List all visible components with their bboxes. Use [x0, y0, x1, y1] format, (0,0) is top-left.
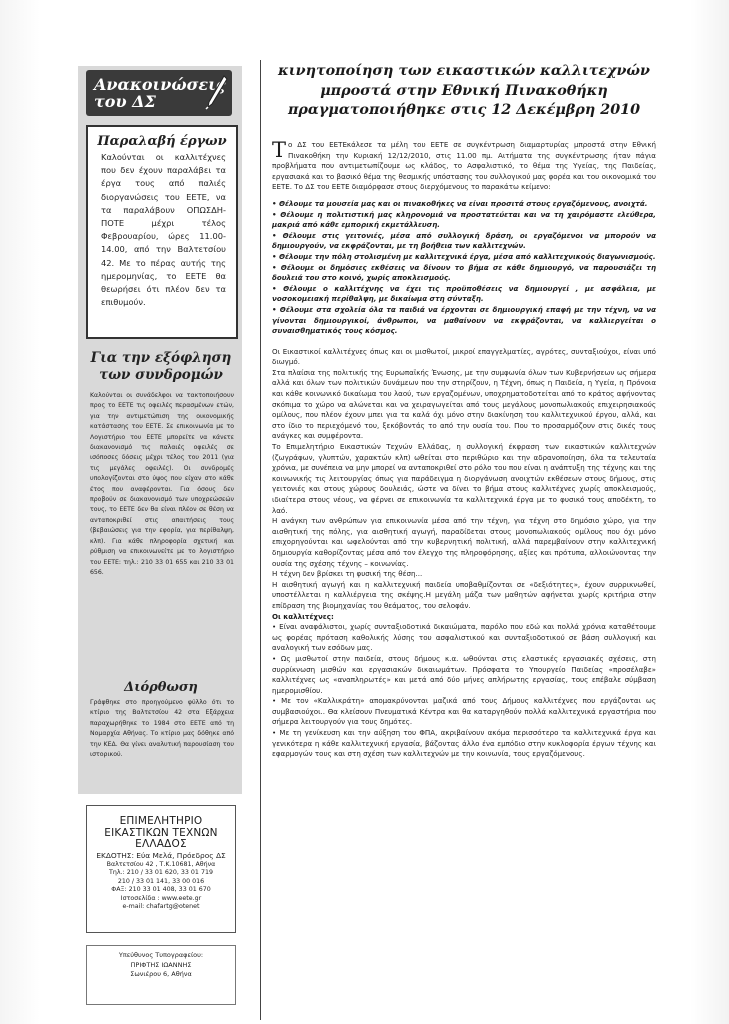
publisher-box	[86, 805, 236, 933]
article-paragraph: Η αισθητική αγωγή και η καλλιτεχνική παιδεία υποβαθμίζονται σε «δεξιότητες», έχουν συρρικνωθεί, υποστέλλεται η καλλιέργεια της σκέψης.Η μεγάλη μάζα των μαθητών αφήνεται χωρίς κριτήρια στην επίδραση της βιομηχανίας του θεάματος, του σελοφάν.	[272, 579, 656, 610]
demand-item: • Θέλουμε την πόλη στολισμένη με καλλιτεχνικά έργα, μέσα από καλλιτεχνικούς διαγωνισμούς.	[272, 251, 656, 261]
article-body	[272, 140, 656, 760]
article-paragraph: Το Επιμελητήριο Εικαστικών Τεχνών Ελλάδας, η συλλογική έκφραση των εικαστικών καλλιτεχνών (ζωγράφων, γλυπτών, χαρακτών κλπ) ωθείται στο περιθώριο και την αδρανοποίηση, όλα τα τελευταία χρόνια, με συνέπεια να μην μπορεί να ανταποκριθεί στο ρόλο του που είναι η ανάπτυξη της τέχνης και της κοινωνικής τις λειτουργίας όπως για παράδειγμα η διοργάνωση ανοιχτών εκθέσεων στους δήμους, στις γειτονιές και στους χώρους δουλειάς, ώστε να δίνει το βήμα στους καλλιτέχνες χωρίς αποκλεισμούς, ιδιαίτερα στους νέους, να φέρνει σε επικοινωνία τα καλλιτεχνικά έργα με το φυσικό τους αποδέκτη, το λαό.	[272, 442, 656, 515]
correction-text: Γράφθηκε στο προηγούμενο φύλλο ότι το κτίριο της Βαλτετσίου 42 στα Εξάρχεια παραχωρήθηκε το 1984 στο ΕΕΤΕ από τη Νομαρχία Αθήνας. Το κτίριο μας δόθηκε από την ΚΕΔ. Θα γίνει αναλυτική παρουσίαση του ιστορικού.	[90, 699, 234, 759]
subscriptions-title: Για την εξόφληση των συνδρομών	[90, 350, 232, 383]
intro-text: ο ΔΣ του ΕΕΤΕκάλεσε τα μέλη του ΕΕΤΕ σε συγκέντρωση διαμαρτυρίας μπροστά στην Εθνική Πινακοθήκη την Κυριακή 12/12/2010, στις 11.00 πμ. Αιτήματα της συγκέντρωσης ήταν πάγια προβλήματα που αντιμετωπίζουμε ως κλάδος, το Ασφαλιστικό, το θέμα της Υγείας, της Παιδείας, εργασιακά και το βασικό θέμα της θεσμικής υπόστασης του συλλογικού μας φορέα και του οικονομικά του ΕΕΤΕ. Το ΔΣ του ΕΕΤΕ διαμόρφασε στους διερχόμενους το παρακάτω κείμενο:	[272, 140, 656, 192]
artists-item: • Με τη γενίκευση και την αύξηση του ΦΠΑ, ακριβαίνουν ακόμα περισσότερο τα καλλιτεχνικά έργα και γενικότερα η κάθε καλλιτεχνική εργασία, βάζοντας άλλο ένα εμπόδιο στην κυκλοφορία έργων τέχνης και εφαρμογών τους και στη σχέση των καλλιτεχνών με την κοινωνία, τους εργαζόμενους.	[272, 728, 656, 759]
printer-name: ΠΡΙΦΤΗΣ ΙΩΑΝΝΗΣ	[130, 960, 192, 969]
fax-line: ΦΑΞ: 210 33 01 408, 33 01 670	[111, 886, 211, 894]
sidebar-header-line2: του ΔΣ	[94, 92, 156, 111]
article-paragraph: Οι Εικαστικοί καλλιτέχνες όπως και οι μισθωτοί, μικροί επαγγελματίες, αγρότες, συνταξιούχοι, είναι υπό διωγμό.	[272, 346, 656, 367]
subscriptions-text: Καλούνται οι συνάδελφοι να τακτοποιήσουν προς το ΕΕΤΕ τις οφειλές περασμένων ετών, για την αντιμετώπιση της οικονομικής κατάστασης του ΕΕΤΕ. Σε επικοινωνία με το Λογιστήριο του ΕΕΤΕ μπορείτε να κάνετε διακανονισμό τις παλαιές οφειλές σε ισόποσες δόσεις μέχρι τέλος του 2011 (για τις μεγάλες οφειλές). Οι συνδρομές υπολογίζονται στο ύψος που είχαν στο κάθε έτος που αναφέρονται. Για όσους δεν προβούν σε διακανονισμό των υποχρεώσεών τους, το ΕΕΤΕ δεν θα είναι πλέον σε θέση να ανταποκριθεί στις απαιτήσεις τους (βεβαιώσεις για την εφορία, για περίθαλψη, κλπ). Για κάθε πληροφορία σχετική και ρύθμιση να επικοινωνείτε με το λογιστήριο του ΕΕΤΕ: τηλ.: 210 33 01 655 και 210 33 01 656.	[90, 392, 234, 576]
phone-line2: 210 / 33 01 141, 33 00 016	[117, 877, 205, 885]
demand-item: • Θέλουμε οι δημόσιες εκθέσεις να δίνουν το βήμα σε κάθε δημιουργό, να παρουσιάζει τη δουλειά του στο κοινό, χωρίς αποκλεισμούς.	[272, 262, 656, 283]
artists-item: • Ως μισθωτοί στην παιδεία, στους δήμους κ.α. ωθούνται στις ελαστικές εργασιακές σχέσεις, στη συρρίκνωση μισθών και εργασιακών δικαιωμάτων. Πρόσφατα το Υπουργείο Παιδείας «προσέλαβε» καλλιτέχνες ως «αναπληρωτές» και μετά από δύο μήνες απλήρωτης εργασίας, τους επέβαλε σύμβαση ημερομισθίου.	[272, 653, 656, 695]
demand-item: • Θέλουμε στις γειτονιές, μέσα από συλλογική δράση, οι εργαζόμενοι να μπορούν να δημιουργούν, να εκφράζονται, με τη βοήθεια των καλλιτεχνών.	[272, 230, 656, 251]
demand-item: • Θέλουμε ο καλλιτέχνης να έχει τις προϋποθέσεις να δημιουργεί , με ασφάλεια, με νοσοκομειακή περίθαλψη, με δικαίωμα στη σύνταξη.	[272, 283, 656, 304]
article-paragraph: Η ανάγκη των ανθρώπων για επικοινωνία μέσα από την τέχνη, για τέχνη στο δημόσιο χώρο, για την αισθητική της πόλης, για αισθητική αγωγή, παραδίδεται στους μονοπωλιακούς ομίλους που όχι μόνο επιχορηγούνται και ωφελούνται από την κυβερνητική πολιτική, αλλά παρεμβαίνουν στην καλλιτεχνική δημιουργία καθορίζοντας μέσα από τον έλεγχο της πληροφόρησης, αξίες και πρότυπα, αλλοιώνοντας την ουσία της σχέσης τέχνης – κοινωνίας.	[272, 516, 656, 568]
demand-item: • Θέλουμε τα μουσεία μας και οι πινακοθήκες να είναι προσιτά στους εργαζόμενους, ανοιχτά.	[272, 198, 648, 208]
artists-item: • Είναι αναφάλιστοι, χωρίς συνταξιοδοτικά δικαιώματα, παρόλο που εδώ και πολλά χρόνια καταθέτουμε ως φορέας πρόταση καθολικής λύσης του ασφαλιστικού και συνταξιοδοτικού σε βάση συλλογική και αναλογική των εσόδων μας.	[272, 622, 656, 653]
artwork-pickup-text: Καλούνται οι καλλιτέχνες που δεν έχουν παραλάβει τα έργα τους από παλιές διοργανώσεις του ΕΕΤΕ, να τα παραλάβουν ΟΠΩΣΔΗ-ΠΟΤΕ μέχρι τέλος Φεβρουαρίου, ώρες 11.00-14.00, από την Βαλτετσίου 42. Με το πέρας αυτής της ημερομηνίας, το ΕΕΤΕ θα θεωρήσει ότι πλέον δεν τα επιθυμούν.	[101, 152, 226, 308]
org-line3: ΕΛΛΑΔΟΣ	[135, 838, 187, 850]
pen-icon	[204, 74, 228, 110]
publisher-line: ΕΚΔΟΤΗΣ: Εύα Μελά, Πρόεδρος ΔΣ	[96, 850, 226, 860]
org-line1: ΕΠΙΜΕΛΗΤΗΡΙΟ	[119, 815, 203, 827]
demand-item: • Θέλουμε η πολιτιστική μας κληρονομιά να προστατεύεται και να τη χαιρόμαστε ελεύθερα, μακριά από κάθε εμπορική εκμετάλλευση.	[272, 209, 656, 230]
org-line2: ΕΙΚΑΣΤΙΚΩΝ ΤΕΧΝΩΝ	[104, 826, 218, 839]
artwork-pickup-title: Παραλαβή έργων	[97, 134, 227, 149]
email-line: e-mail: chafartg@otenet	[122, 903, 200, 911]
article-headline: κινητοποίηση των εικαστικών καλλιτεχνών μπροστά στην Εθνική Πινακοθήκη πραγματοποιήθηκε στις 12 Δεκέμβρη 2010	[278, 63, 650, 118]
printer-label: Υπεύθυνος Τυπογραφείου:	[118, 951, 204, 959]
printer-address: Σωνιέρου 6, Αθήνα	[130, 970, 192, 979]
correction-title: Διόρθωση	[124, 680, 198, 695]
sidebar-header	[86, 70, 232, 116]
sidebar-header-line1: Ανακοινώσεις	[94, 75, 226, 94]
demand-item: • Θέλουμε στα σχολεία όλα τα παιδιά να έρχονται σε δημιουργική επαφή με την τέχνη, να να γίνονται δημιουργικοί, άνθρωποι, να μαθαίνουν να εκφράζονται, να καλλιεργείται ο συναισθηματικός τους κόσμος.	[272, 304, 656, 336]
drop-cap: Τ	[272, 138, 287, 162]
demands-list	[272, 199, 656, 337]
article-paragraph: Στα πλαίσια της πολιτικής της Ευρωπαϊκής Ένωσης, με την συμφωνία όλων των Κυβερνήσεων ως σήμερα αλλά και όλων των πολιτικών δυνάμεων που την στηρίζουν, η Τέχνη, όπως η Παιδεία, η Υγεία, η Πρόνοια και κάθε κοινωνικό δικαίωμα του λαού, των εργαζομένων, υποχρηματοδοτείται από το κράτος αφήνοντας σκόπιμα το χώρο να αλώνεται και να χειραγωγείται από τους μεγάλους μονοπωλιακούς επιχειρησιακούς ομίλους, που πλέον έχουν μπει για τα καλά όχι μόνο στην διακίνηση του καλλιτεχνικού έργου, αλλά, και στο ίδιο το περιεχόμενό του, ξεκόβοντάς το από την ουσία του. Που το προσαρμόζουν στις δικές τους ανάγκες και συμφέροντα.	[272, 367, 656, 441]
artists-subheading: Οι καλλιτέχνες:	[272, 611, 334, 621]
column-divider	[260, 60, 261, 1020]
organization-name	[87, 816, 235, 851]
article-intro	[272, 140, 656, 193]
phone-line1: Τηλ.: 210 / 33 01 620, 33 01 719	[109, 869, 213, 877]
artists-item: • Με τον «Καλλικράτη» απομακρύνονται μαζικά από τους Δήμους καλλιτέχνες που εργάζονται ως συμβασιούχοι.. Θα κλείσουν Πνευματικά Κέντρα και θα καταργηθούν πολλά καλλιτεχνικά εργαστήρια που σήμερα λειτουργούν για τους δημότες.	[272, 696, 656, 727]
printer-box	[86, 945, 236, 1005]
article-paragraph: Η τέχνη δεν βρίσκει τη φυσική της θέση...	[272, 569, 423, 579]
address-line: Βαλτετσίου 42 , Τ.Κ.10681, Αθήνα	[106, 860, 216, 868]
artwork-pickup-box	[86, 125, 238, 339]
website-line: Ιστοσελίδα : www.eete.gr	[120, 894, 202, 902]
